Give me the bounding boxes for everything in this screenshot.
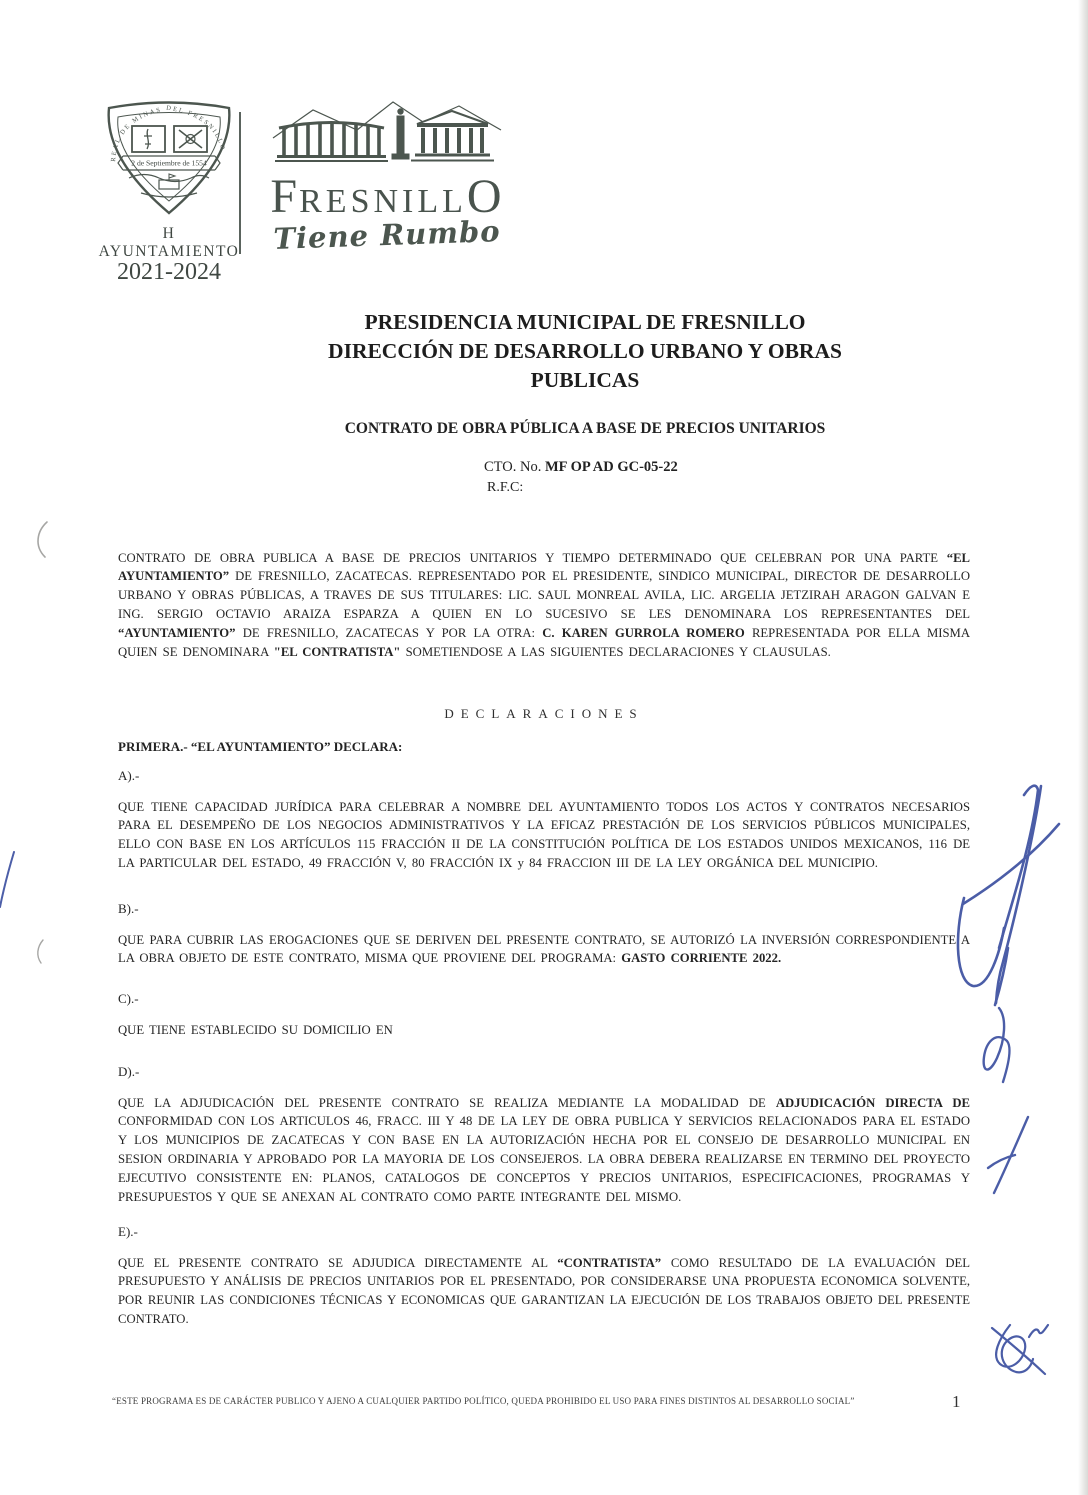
margin-mark-paren-bottom <box>38 940 43 963</box>
signature-ink-large <box>958 786 1059 1005</box>
municipal-shield-icon <box>99 96 239 218</box>
ayuntamiento-period: 2021-2024 <box>117 259 221 285</box>
item-paragraph-a: QUE TIENE CAPACIDAD JURÍDICA PARA CELEBRAR A NOMBRE DEL AYUNTAMIENTO TODOS LOS ACTOS Y CONTRATOS NECESARIOS PARA EL DESEMPEÑO DE LOS NEGOCIOS ADMINISTRATIVOS Y LA EFICAZ PRESTACIÓN DE LOS SERVICIOS PÚBLICOS MUNICIPALES, ELLO CON BASE EN LOS ARTÍCULOS 115 FRACCIÓN II DE LA CONSTITUCIÓN POLÍTICA DE LOS ESTADOS UNIDOS MEXICANOS, 116 DE LA PARTICULAR DEL ESTADO, 49 FRACCIÓN V, 80 FRACCIÓN IX y 84 FRACCION III DE LA LEY ORGÁNICA DEL MUNICIPIO. <box>118 799 970 871</box>
signature-ink-slash <box>988 1117 1028 1193</box>
item-paragraph-c: QUE TIENE ESTABLECIDO SU DOMICILIO EN <box>118 1022 393 1037</box>
title-line-1: PRESIDENCIA MUNICIPAL DE FRESNILLO <box>364 310 806 334</box>
scan-edge-shadow <box>1078 0 1088 1495</box>
fresnillo-brand-block <box>262 98 512 256</box>
margin-mark-blue-slash <box>0 852 14 907</box>
item-label-e: E).- <box>118 1224 138 1239</box>
margin-mark-paren-top <box>38 522 47 557</box>
brand-last-letter: O <box>466 170 504 223</box>
shield-legend-text: REAL DE MINAS DEL FRESNILLO <box>110 104 227 163</box>
fresnillo-skyline-icon <box>271 98 503 168</box>
item-paragraph-e: QUE EL PRESENTE CONTRATO SE ADJUDICA DIRECTAMENTE AL “CONTRATISTA” COMO RESULTADO DE LA EVALUACIÓN DEL PRESUPUESTO Y ANÁLISIS DE PRECIOS UNITARIOS POR EL PRESENTADO, POR CONSIDERARSE UNA PROPUESTA ECONOMICA SOLVENTE, POR REUNIR LAS CONDICIONES TÉCNICAS Y ECONOMICAS QUE GARANTIZAN LA EJECUCIÓN DE LOS TRABAJOS OBJETO DEL PRESENTE CONTRATO. <box>118 1255 971 1327</box>
logo-divider <box>239 112 241 254</box>
primera-declara-line: PRIMERA.- “EL AYUNTAMIENTO” DECLARA: <box>118 739 403 754</box>
brand-middle-letters: RESNILL <box>299 183 467 220</box>
municipal-shield-block <box>96 96 242 283</box>
item-label-b: B).- <box>118 901 139 916</box>
signature-ink-loop <box>984 1008 1010 1082</box>
item-label-c: C).- <box>118 991 139 1006</box>
item-label-d: D).- <box>118 1064 140 1079</box>
intro-paragraph: CONTRATO DE OBRA PUBLICA A BASE DE PRECIOS UNITARIOS Y TIEMPO DETERMINADO QUE CELEBRAN POR UNA PARTE “EL AYUNTAMIENTO” DE FRESNILLO, ZACATECAS. REPRESENTADO POR EL PRESIDENTE, SINDICO MUNICIPAL, DIRECTOR DE DESARROLLO URBANO Y OBRAS PÚBLICAS, A TRAVES DE SUS TITULARES: LIC. SAUL MONREAL AVILA, LIC. ARGELIA JETZIRAH ARAGON GALVAN E ING. SERGIO OCTAVIO ARAIZA ESPARZA A QUIEN EN LO SUCESIVO SE LES DENOMINARA LOS REPRESENTANTES DEL “AYUNTAMIENTO” DE FRESNILLO, ZACATECAS Y POR LA OTRA: C. KAREN GURROLA ROMERO REPRESENTADA POR ELLA MISMA QUIEN SE DENOMINARA "EL CONTRATISTA" SOMETIENDOSE A LAS SIGUIENTES DECLARACIONES Y CLAUSULAS. <box>118 550 970 659</box>
title-line-3: PUBLICAS <box>530 368 640 392</box>
cto-label: CTO. No. <box>484 459 545 475</box>
document-title <box>160 308 1010 395</box>
item-paragraph-d: QUE LA ADJUDICACIÓN DEL PRESENTE CONTRATO SE REALIZA MEDIANTE LA MODALIDAD DE ADJUDICACIÓN DIRECTA DE CONFORMIDAD CON LOS ARTICULOS 46, FRACC. III Y 48 DE LA LEY DE OBRA PUBLICA Y SERVICIOS RELACIONADOS PARA EL ESTADO Y LOS MUNICIPIOS DE ZACATECAS Y CON BASE EN LA AUTORIZACIÓN HECHA POR EL CONSEJO DE DESARROLLO MUNICIPAL EN SESION ORDINARIA Y APROBADO POR LA MAYORIA DE LOS CONSEJEROS. LA OBRA DEBERA REALIZARSE EN TERMINO DEL PROYECTO EJECUTIVO CONSISTENTE EN: PLANOS, CATALOGOS DE CONCEPTOS Y PRECIOS UNITARIOS, ESPECIFICACIONES, PROGRAMAS Y PRESUPUESTOS Y QUE SE ANEXAN AL CONTRATO COMO PARTE INTEGRANTE DEL MISMO. <box>118 1095 970 1204</box>
svg-text:REAL DE MINAS DEL FRESNILLO <box>110 105 226 162</box>
cto-number: MF OP AD GC-05-22 <box>544 459 678 475</box>
brand-tagline: Tiene Rumbo <box>272 214 502 256</box>
item-label-a: A).- <box>118 768 140 783</box>
signature-ink-bottom <box>992 1325 1048 1374</box>
contract-number-line <box>484 459 678 476</box>
declaraciones-heading: DECLARACIONES <box>444 706 644 721</box>
brand-first-letter: F <box>270 170 300 223</box>
contract-subtitle: CONTRATO DE OBRA PÚBLICA A BASE DE PRECIOS UNITARIOS <box>344 420 826 437</box>
item-paragraph-b: QUE PARA CUBRIR LAS EROGACIONES QUE SE DERIVEN DEL PRESENTE CONTRATO, SE AUTORIZÓ LA INVERSIÓN CORRESPONDIENTE A LA OBRA OBJETO DE ESTE CONTRATO, MISMA QUE PROVIENE DEL PROGRAMA: GASTO CORRIENTE 2022. <box>118 932 970 966</box>
footer-disclaimer: “ESTE PROGRAMA ES DE CARÁCTER PUBLICO Y AJENO A CUALQUIER PARTIDO POLÍTICO, QUEDA PROHIBIDO EL USO PARA FINES DISTINTOS AL DESARROLLO SOCIAL” <box>112 1396 855 1406</box>
title-line-2: DIRECCIÓN DE DESARROLLO URBANO Y OBRAS <box>328 339 842 363</box>
page-number: 1 <box>952 1392 961 1411</box>
shield-banner-text: 2 de Septiembre de 1554 <box>131 158 207 168</box>
rfc-label: R.F.C: <box>487 480 524 495</box>
ayuntamiento-caption: H AYUNTAMIENTO <box>98 225 240 260</box>
